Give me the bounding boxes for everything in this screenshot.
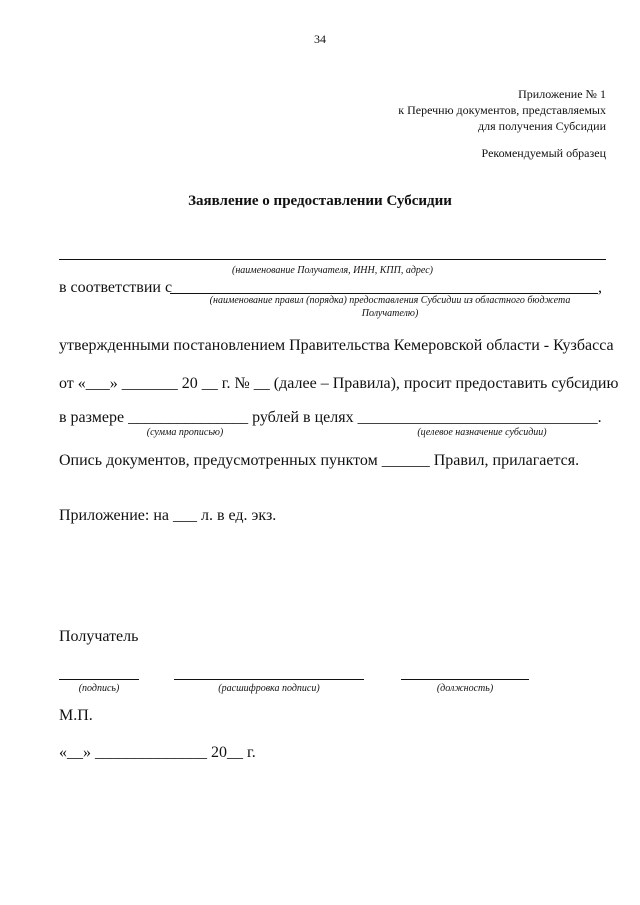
accordance-label: в соответствии с [59,279,173,296]
signature-date-line: «__» ______________ 20__ г. [59,744,256,761]
amount-line: в размере _______________ рублей в целях ______________________________. [59,409,602,426]
recipient-line[interactable] [59,259,606,260]
accordance-line[interactable] [170,293,598,294]
document-title: Заявление о предоставлении Субсидии [188,193,452,209]
decoding-caption: (расшифровка подписи) [218,683,320,694]
signature-caption: (подпись) [78,683,120,694]
date-number-line: от «___» _______ 20 __ г. № __ (далее – Правила), просит предоставить субсидию [59,375,619,392]
appendix-reference: к Перечню документов, представляемых [398,103,606,117]
signature-line[interactable] [59,679,139,680]
inventory-line: Опись документов, предусмотренных пунктом ______ Правил, прилагается. [59,452,580,469]
purpose-caption: (целевое назначение субсидии) [417,427,547,438]
decoding-line[interactable] [174,679,364,680]
recipient-caption: (наименование Получателя, ИНН, КПП, адрес) [232,265,433,276]
amount-caption: (сумма прописью) [146,427,224,438]
accordance-caption-1: (наименование правил (порядка) предоставления Субсидии из областного бюджета [209,295,571,306]
appendix-number: Приложение № 1 [518,87,606,101]
page-number: 34 [314,32,326,46]
attachment-line: Приложение: на ___ л. в ед. экз. [59,507,277,524]
accordance-caption-2: Получателю) [361,308,419,319]
position-line[interactable] [401,679,529,680]
appendix-purpose: для получения Субсидии [478,119,606,133]
recipient-label: Получатель [59,628,139,645]
approved-line: утвержденными постановлением Правительства Кемеровской области - Кузбасса [59,337,614,354]
accordance-comma: , [598,279,602,296]
stamp-label: М.П. [59,707,93,724]
position-caption: (должность) [436,683,494,694]
sample-label: Рекомендуемый образец [481,146,606,160]
